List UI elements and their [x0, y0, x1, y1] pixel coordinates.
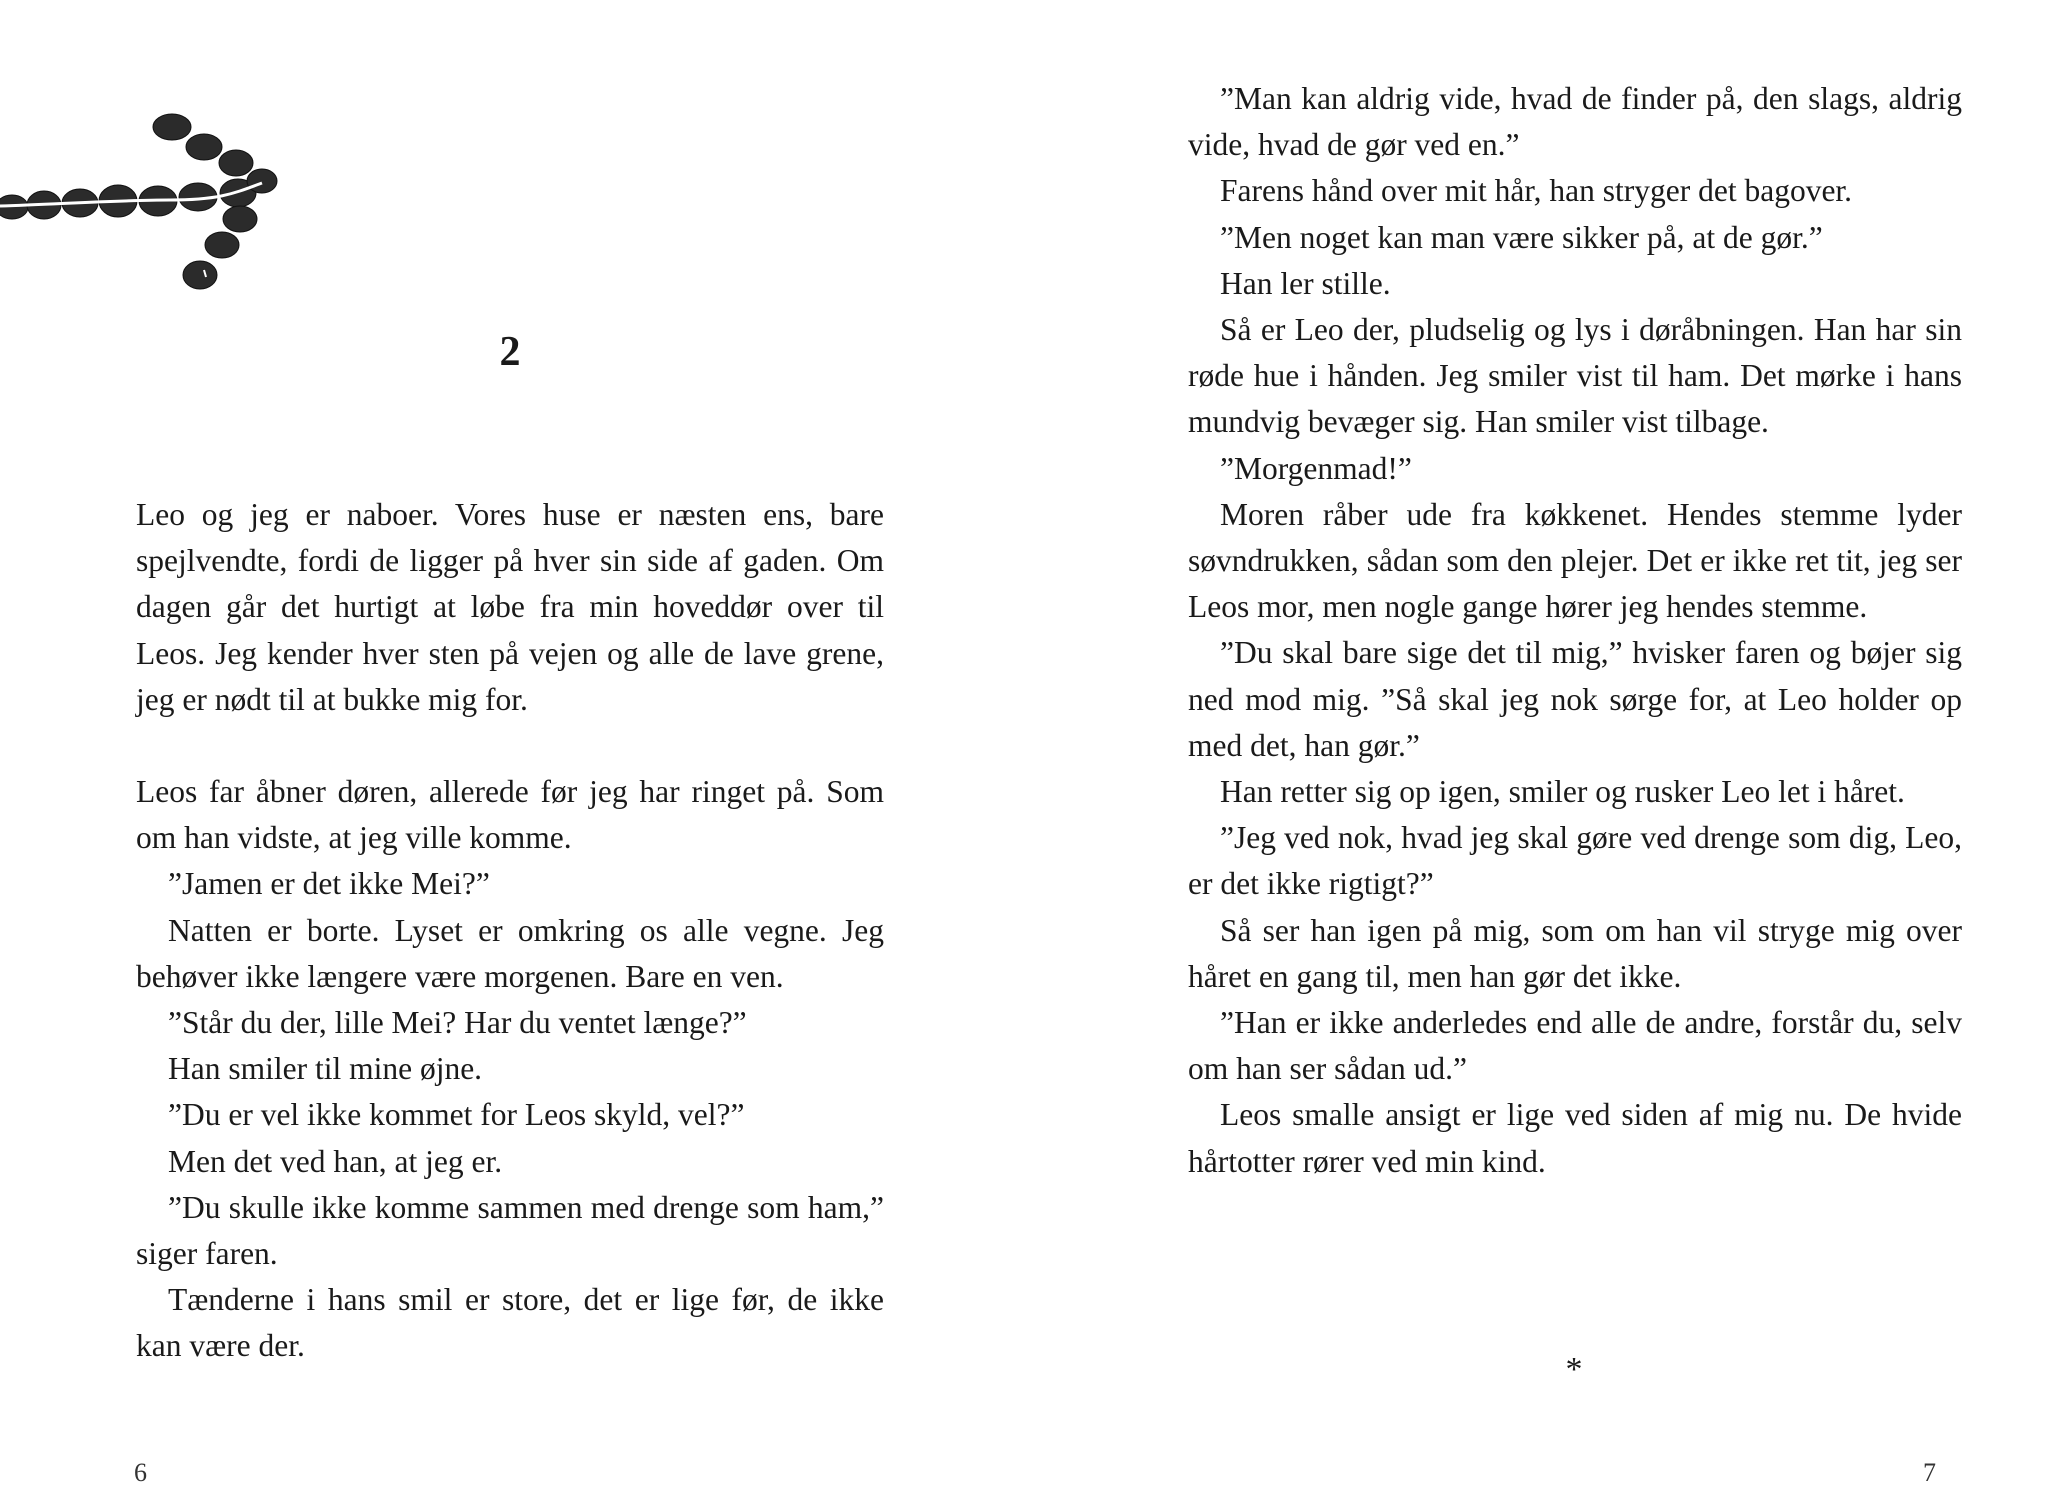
paragraph: ”Du skal bare sige det til mig,” hvisker faren og bøjer sig ned mod mig. ”Så skal jeg nok sørge for, at Leo holder op med det, han gør.”: [1188, 635, 1962, 763]
paragraph: ”Man kan aldrig vide, hvad de finder på, den slags, aldrig vide, hvad de gør ved en.”: [1188, 81, 1962, 163]
right-page-body-text: [1188, 76, 1962, 1185]
paragraph: Leo og jeg er naboer. Vores huse er næsten ens, bare spejlvendte, fordi de ligger på hver sin side af gaden. Om dagen går det hurtigt at løbe fra min hoveddør over til Leos. Jeg kender hver sten på vejen og alle de lave grene, jeg er nødt til at bukke mig for.: [136, 497, 884, 717]
paragraph: ”Jamen er det ikke Mei?”: [168, 866, 490, 902]
page-number: 6: [134, 1458, 147, 1487]
paragraph: Han smiler til mine øjne.: [168, 1051, 483, 1087]
chapter-number: 2: [499, 329, 521, 375]
paragraph: Så er Leo der, pludselig og lys i døråbningen. Han har sin røde hue i hånden. Jeg smiler vist til ham. Det mørke i hans mundvig bevæger sig. Han smiler vist tilbage.: [1188, 312, 1962, 440]
paragraph: ”Morgenmad!”: [1220, 450, 1412, 486]
section-break-asterisk: *: [1565, 1351, 1583, 1388]
paragraph: ”Men noget kan man være sikker på, at de gør.”: [1220, 219, 1823, 255]
paragraph: Natten er borte. Lyset er omkring os alle vegne. Jeg behøver ikke længere være morgenen. Bare en ven.: [136, 912, 884, 994]
paragraph: Leos smalle ansigt er lige ved siden af mig nu. De hvide hårtotter rører ved min kind.: [1188, 1097, 1962, 1179]
paragraph: Så ser han igen på mig, som om han vil stryge mig over håret en gang til, men han gør det ikke.: [1188, 912, 1962, 994]
paragraph: Moren råber ude fra køkkenet. Hendes stemme lyder søvndrukken, sådan som den plejer. Det er ikke ret tit, jeg ser Leos mor, men nogle gange hører jeg hendes stemme.: [1188, 496, 1962, 625]
paragraph: ”Jeg ved nok, hvad jeg skal gøre ved drenge som dig, Leo, er det ikke rigtigt?”: [1188, 820, 1962, 902]
paragraph: Farens hånd over mit hår, han stryger det bagover.: [1220, 173, 1853, 209]
paragraph: ”Du er vel ikke kommet for Leos skyld, vel?”: [168, 1097, 745, 1133]
paragraph: ”Du skulle ikke komme sammen med drenge som ham,” siger faren.: [136, 1189, 884, 1272]
paragraph: ”Står du der, lille Mei? Har du ventet længe?”: [168, 1005, 747, 1041]
paragraph: Men det ved han, at jeg er.: [168, 1143, 503, 1179]
paragraph: Han ler stille.: [1220, 265, 1391, 301]
left-page-body-text: [136, 492, 884, 1370]
right-page: [1024, 0, 2047, 1511]
paragraph: Leos far åbner døren, allerede før jeg har ringet på. Som om han vidste, at jeg ville komme.: [136, 774, 884, 856]
paragraph: ”Han er ikke anderledes end alle de andre, forstår du, selv om han ser sådan ud.”: [1188, 1005, 1962, 1087]
paragraph: Tænderne i hans smil er store, det er lige før, de ikke kan være der.: [136, 1282, 884, 1364]
paragraph: Han retter sig op igen, smiler og rusker Leo let i håret.: [1220, 774, 1905, 810]
pebble-arrow-illustration: [0, 105, 290, 305]
page-number: 7: [1923, 1458, 1936, 1487]
